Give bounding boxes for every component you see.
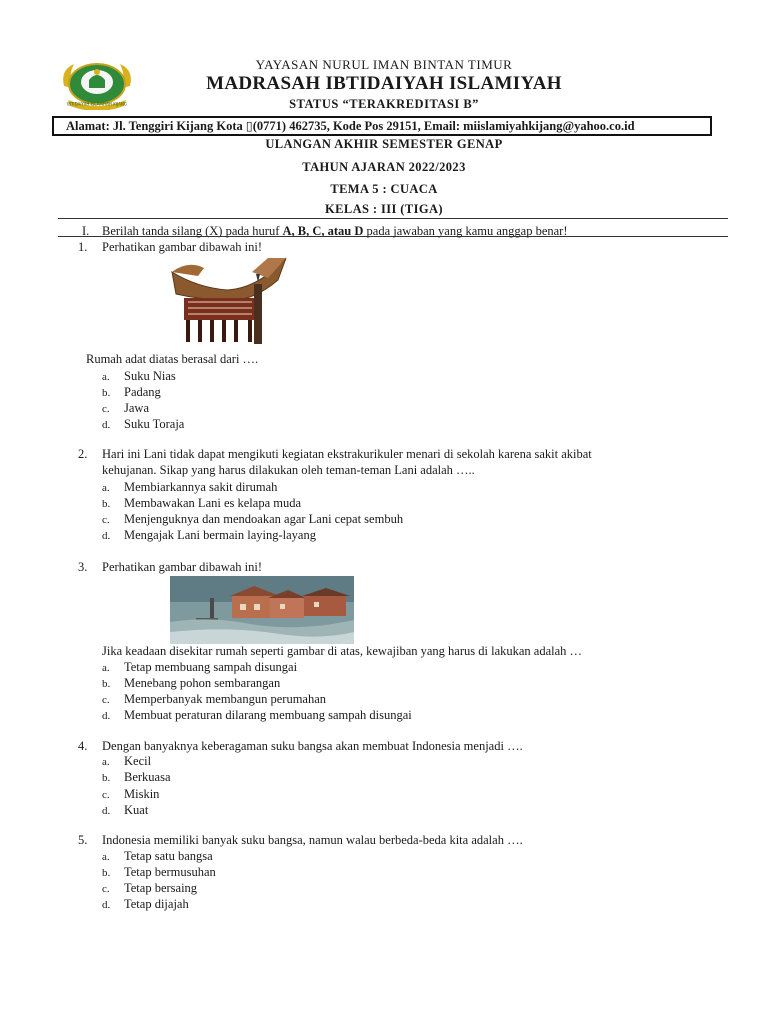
option-letter: b.: [102, 387, 111, 399]
option-c[interactable]: [102, 692, 326, 707]
option-a[interactable]: [102, 480, 277, 495]
option-text: Jawa: [124, 401, 149, 415]
option-b[interactable]: [102, 676, 280, 691]
option-letter: a.: [102, 371, 110, 383]
option-d[interactable]: [102, 897, 189, 912]
option-a[interactable]: [102, 754, 151, 769]
option-letter: b.: [102, 867, 111, 879]
option-text: Suku Nias: [124, 369, 176, 383]
question-number: 4.: [78, 739, 88, 753]
option-text: Menjenguknya dan mendoakan agar Lani cepat sembuh: [124, 512, 404, 526]
option-letter: b.: [102, 678, 111, 690]
option-letter: d.: [102, 899, 111, 911]
question-text: Indonesia memiliki banyak suku bangsa, namun walau berbeda-beda kita adalah ….: [102, 833, 523, 847]
accreditation-status: STATUS “TERAKREDITASI B”: [289, 97, 479, 111]
option-text: Menebang pohon sembarangan: [124, 676, 281, 690]
instruction-pre: Berilah tanda silang (X) pada huruf: [102, 224, 283, 238]
option-text: Mengajak Lani bermain laying-layang: [124, 528, 316, 542]
option-letter: a.: [102, 756, 110, 768]
option-letter: b.: [102, 772, 111, 784]
option-text: Membawakan Lani es kelapa muda: [124, 496, 302, 510]
question-text-continued: Rumah adat diatas berasal dari ….: [86, 352, 259, 366]
option-letter: a.: [102, 851, 110, 863]
question-number: 3.: [78, 560, 88, 574]
option-c[interactable]: [102, 512, 403, 527]
option-b[interactable]: [102, 496, 301, 511]
question-text: Hari ini Lani tidak dapat mengikuti kegiatan ekstrakurikuler menari di sekolah karena sakit akibat: [102, 447, 592, 461]
address-text: Alamat: Jl. Tenggiri Kijang Kota ▯(0771) 462735, Kode Pos 29151, Email: miislamiyahkijang@yahoo.co.id: [66, 119, 635, 133]
option-letter: d.: [102, 805, 111, 817]
option-a[interactable]: [102, 849, 213, 864]
option-c[interactable]: [102, 881, 197, 896]
option-d[interactable]: [102, 803, 148, 818]
theme: TEMA 5 : CUACA: [330, 182, 438, 196]
option-letter: a.: [102, 662, 110, 674]
option-c[interactable]: [102, 787, 159, 802]
option-b[interactable]: [102, 865, 216, 880]
option-text: Membiarkannya sakit dirumah: [124, 480, 278, 494]
divider-bottom: [58, 236, 728, 237]
option-text: Padang: [124, 385, 161, 399]
option-d[interactable]: [102, 417, 184, 432]
option-d[interactable]: [102, 528, 316, 543]
question-number: 5.: [78, 833, 88, 847]
option-a[interactable]: [102, 369, 176, 384]
question-text: Perhatikan gambar dibawah ini!: [102, 240, 263, 254]
option-d[interactable]: [102, 708, 412, 723]
address-bar: [52, 116, 712, 136]
option-text: Suku Toraja: [124, 417, 185, 431]
option-letter: d.: [102, 710, 111, 722]
option-a[interactable]: [102, 660, 297, 675]
option-text: Berkuasa: [124, 770, 171, 784]
question-text: Dengan banyaknya keberagaman suku bangsa akan membuat Indonesia menjadi ….: [102, 739, 523, 753]
option-letter: c.: [102, 403, 110, 415]
logo-text: IBTIDAIYAH ISLAMIYAH KIJANG: [67, 101, 127, 107]
divider-top: [58, 218, 728, 219]
section-roman: I.: [82, 224, 90, 238]
option-letter: c.: [102, 883, 110, 895]
foundation-name: YAYASAN NURUL IMAN BINTAN TIMUR: [255, 57, 513, 72]
question-number: 1.: [78, 240, 88, 254]
option-text: Tetap bersaing: [124, 881, 198, 895]
instruction-bold: A, B, C, atau D: [282, 224, 364, 238]
option-text: Kecil: [124, 754, 152, 768]
question-text: kehujanan. Sikap yang harus dilakukan oleh teman-teman Lani adalah …..: [102, 463, 475, 477]
question-text: Perhatikan gambar dibawah ini!: [102, 560, 263, 574]
option-b[interactable]: [102, 770, 171, 785]
question-text-continued: Jika keadaan disekitar rumah seperti gambar di atas, kewajiban yang harus di lakukan adalah …: [102, 644, 583, 658]
option-text: Tetap bermusuhan: [124, 865, 216, 879]
option-text: Miskin: [124, 787, 160, 801]
option-text: Membuat peraturan dilarang membuang sampah disungai: [124, 708, 412, 722]
option-letter: d.: [102, 530, 111, 542]
option-text: Kuat: [124, 803, 149, 817]
option-letter: c.: [102, 514, 110, 526]
option-letter: d.: [102, 419, 111, 431]
option-letter: c.: [102, 694, 110, 706]
option-text: Tetap satu bangsa: [124, 849, 213, 863]
school-name: MADRASAH IBTIDAIYAH ISLAMIYAH: [206, 73, 562, 94]
option-b[interactable]: [102, 385, 161, 400]
option-letter: c.: [102, 789, 110, 801]
academic-year: TAHUN AJARAN 2022/2023: [302, 160, 466, 174]
option-c[interactable]: [102, 401, 149, 416]
exam-title: ULANGAN AKHIR SEMESTER GENAP: [265, 137, 503, 151]
option-text: Tetap membuang sampah disungai: [124, 660, 298, 674]
instruction-post: pada jawaban yang kamu anggap benar!: [363, 224, 568, 238]
toraja-house-image: [168, 254, 288, 348]
flood-scene-image: [170, 576, 354, 644]
option-text: Tetap dijajah: [124, 897, 189, 911]
option-letter: b.: [102, 498, 111, 510]
option-letter: a.: [102, 482, 110, 494]
option-text: Memperbanyak membangun perumahan: [124, 692, 327, 706]
question-number: 2.: [78, 447, 88, 461]
class-level: KELAS : III (TIGA): [325, 202, 443, 216]
